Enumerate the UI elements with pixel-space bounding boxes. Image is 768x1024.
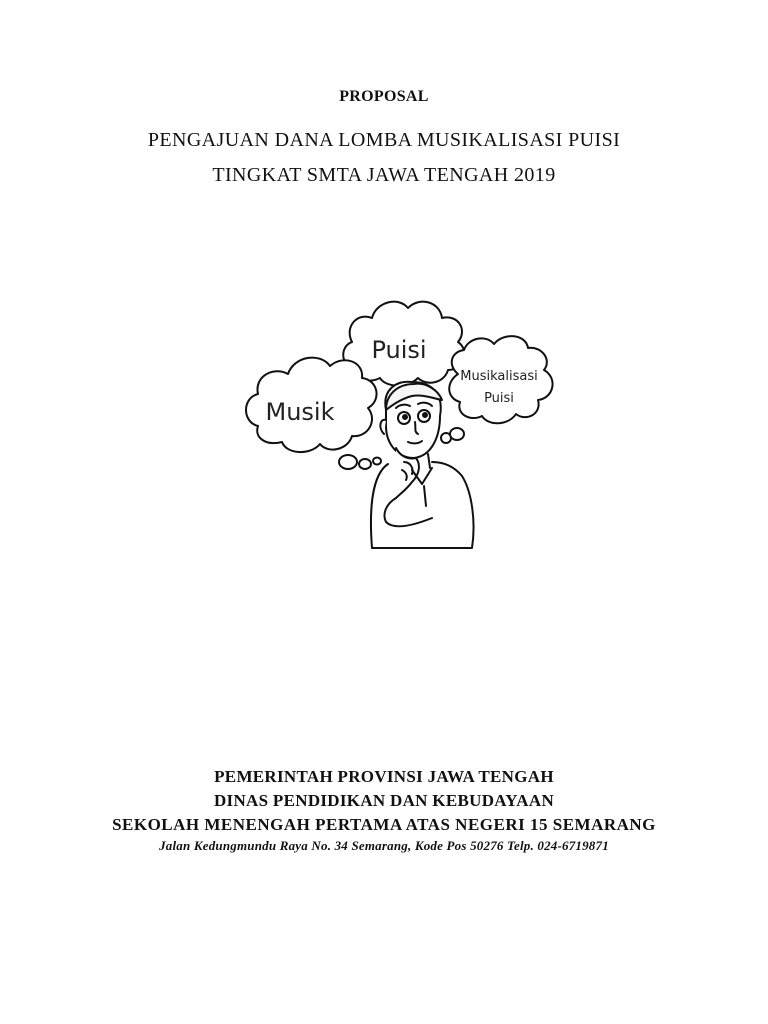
bubble-label-musikalisasi: Musikalisasi [460,369,538,384]
thought-bubble-small [339,455,357,469]
thought-bubble-small [450,428,464,440]
bubble-label-puisi: Puisi [371,336,427,364]
bubble-label-musikalisasi-puisi: Puisi [484,391,514,406]
title-line-1: PENGAJUAN DANA LOMBA MUSIKALISASI PUISI [147,129,621,151]
thinking-person-illustration [236,286,576,550]
bubble-label-musik: Musik [265,398,335,426]
title-line-2: TINGKAT SMTA JAWA TENGAH 2019 [212,164,556,186]
institution-line-3: SEKOLAH MENENGAH PERTAMA ATAS NEGERI 15 SEMARANG [112,815,656,834]
person-figure [371,382,474,548]
institution-line-2: DINAS PENDIDIKAN DAN KEBUDAYAAN [213,791,555,810]
document-type-heading: PROPOSAL [339,88,429,105]
institution-address: Jalan Kedungmundu Raya No. 34 Semarang, Kode Pos 50276 Telp. 024-6719871 [159,838,609,853]
institution-line-1: PEMERINTAH PROVINSI JAWA TENGAH [214,767,554,786]
thought-bubble-small [359,459,371,469]
thought-bubble-small [373,458,381,465]
